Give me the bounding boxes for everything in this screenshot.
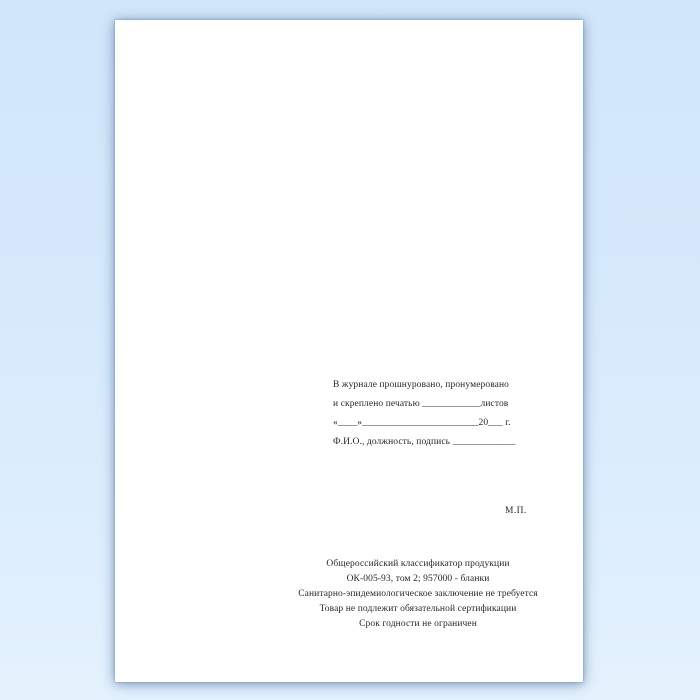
- statement-line: «____»________________________20___ г.: [333, 418, 511, 428]
- statement-line: В журнале прошнуровано, пронумеровано: [333, 380, 510, 390]
- footer-line: Общероссийский классификатор продукции: [326, 559, 510, 569]
- binding-statement-block: [333, 376, 523, 452]
- statement-line: Ф.И.О., должность, подпись _____________: [333, 437, 516, 447]
- statement-line: и скреплено печатью ____________листов: [333, 399, 509, 409]
- footer-line: Срок годности не ограничен: [359, 619, 477, 629]
- footer-line: Товар не подлежит обязательной сертификации: [319, 604, 517, 614]
- seal-place-mark: М.П.: [505, 506, 527, 516]
- footer-line: ОК-005-93, том 2; 957000 - бланки: [346, 574, 490, 584]
- certification-info-block: [288, 557, 548, 632]
- footer-line: Санитарно-эпидемиологическое заключение не требуется: [298, 589, 538, 599]
- journal-back-page: [115, 20, 583, 682]
